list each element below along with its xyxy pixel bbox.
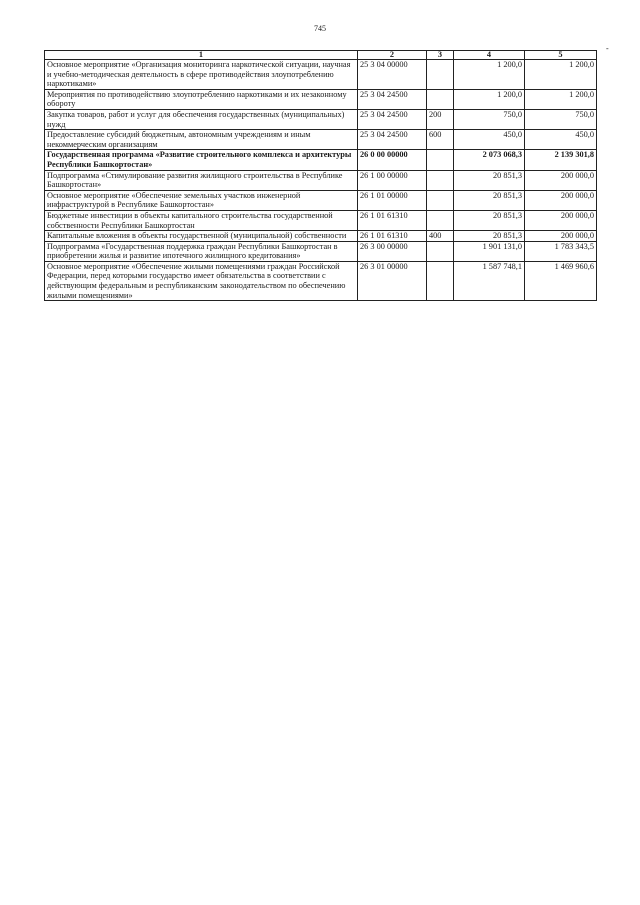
row-code: 26 1 01 61310: [358, 231, 427, 242]
table-row: [45, 210, 597, 230]
table-row: [45, 130, 597, 150]
table-row: [45, 89, 597, 109]
row-code: 26 3 01 00000: [358, 261, 427, 300]
row-type: [427, 60, 454, 90]
row-value-1: 2 073 068,3: [454, 150, 525, 170]
row-code: 26 1 00 00000: [358, 170, 427, 190]
header-code: 2: [358, 51, 427, 60]
row-code: 25 3 04 24500: [358, 109, 427, 129]
row-name: Предоставление субсидий бюджетным, автономным учреждениям и иным некоммерческим организациям: [45, 130, 358, 150]
row-name: Подпрограмма «Государственная поддержка граждан Республики Башкортостан в приобретении жилья и развитие ипотечного жилищного кредитования»: [45, 241, 358, 261]
row-type: 200: [427, 109, 454, 129]
row-value-1: 1 587 748,1: [454, 261, 525, 300]
row-value-2: 1 783 343,5: [525, 241, 597, 261]
row-value-2: 1 200,0: [525, 89, 597, 109]
row-type: [427, 210, 454, 230]
row-value-2: 450,0: [525, 130, 597, 150]
row-value-2: 1 469 960,6: [525, 261, 597, 300]
row-value-2: 750,0: [525, 109, 597, 129]
row-type: [427, 241, 454, 261]
row-value-2: 200 000,0: [525, 231, 597, 242]
row-name: Бюджетные инвестиции в объекты капитального строительства государственной собственности Республики Башкортостан: [45, 210, 358, 230]
row-name: Мероприятия по противодействию злоупотреблению наркотиками и их незаконному обороту: [45, 89, 358, 109]
row-value-1: 20 851,3: [454, 170, 525, 190]
row-value-1: 20 851,3: [454, 210, 525, 230]
row-name: Основное мероприятие «Организация мониторинга наркотической ситуации, научная и учебно-методическая деятельность в сфере противодействия злоупотреблению наркотиками»: [45, 60, 358, 90]
budget-table: [44, 50, 597, 301]
row-code: 26 3 00 00000: [358, 241, 427, 261]
page-number: 745: [314, 24, 326, 33]
row-code: 26 1 01 61310: [358, 210, 427, 230]
row-value-2: 1 200,0: [525, 60, 597, 90]
row-value-1: 1 200,0: [454, 60, 525, 90]
row-value-1: 1 901 131,0: [454, 241, 525, 261]
row-value-1: 450,0: [454, 130, 525, 150]
row-name: Капитальные вложения в объекты государственной (муниципальной) собственности: [45, 231, 358, 242]
row-code: 25 3 04 00000: [358, 60, 427, 90]
row-type: 600: [427, 130, 454, 150]
row-value-1: 20 851,3: [454, 190, 525, 210]
row-name: Основное мероприятие «Обеспечение жилыми помещениями граждан Российской Федерации, перед которыми государство имеет обязательства в соответствии с действующим федеральным и республиканским законодательством по обеспечению жилыми помещениями»: [45, 261, 358, 300]
row-name: Закупка товаров, работ и услуг для обеспечения государственных (муниципальных) нужд: [45, 109, 358, 129]
row-value-1: 20 851,3: [454, 231, 525, 242]
table-row: [45, 60, 597, 90]
row-value-2: 200 000,0: [525, 210, 597, 230]
row-type: [427, 150, 454, 170]
table-row: [45, 150, 597, 170]
row-code: 25 3 04 24500: [358, 89, 427, 109]
header-type: 3: [427, 51, 454, 60]
row-type: [427, 170, 454, 190]
row-value-1: 1 200,0: [454, 89, 525, 109]
table-row: [45, 190, 597, 210]
row-value-2: 2 139 301,8: [525, 150, 597, 170]
row-value-2: 200 000,0: [525, 190, 597, 210]
edge-mark: -: [606, 44, 609, 53]
header-name: 1: [45, 51, 358, 60]
table-row: [45, 261, 597, 300]
table-row: [45, 109, 597, 129]
row-type: [427, 89, 454, 109]
row-name: Основное мероприятие «Обеспечение земельных участков инженерной инфраструктурой в Республике Башкортостан»: [45, 190, 358, 210]
row-type: [427, 190, 454, 210]
row-type: 400: [427, 231, 454, 242]
row-type: [427, 261, 454, 300]
table-row: [45, 170, 597, 190]
row-value-2: 200 000,0: [525, 170, 597, 190]
table-row: [45, 241, 597, 261]
header-year2: 5: [525, 51, 597, 60]
table-row: [45, 231, 597, 242]
row-code: 26 0 00 00000: [358, 150, 427, 170]
row-value-1: 750,0: [454, 109, 525, 129]
row-code: 26 1 01 00000: [358, 190, 427, 210]
header-row: [45, 51, 597, 60]
header-year1: 4: [454, 51, 525, 60]
row-code: 25 3 04 24500: [358, 130, 427, 150]
row-name: Подпрограмма «Стимулирование развития жилищного строительства в Республике Башкортостан»: [45, 170, 358, 190]
row-name: Государственная программа «Развитие строительного комплекса и архитектуры Республики Башкортостан»: [45, 150, 358, 170]
